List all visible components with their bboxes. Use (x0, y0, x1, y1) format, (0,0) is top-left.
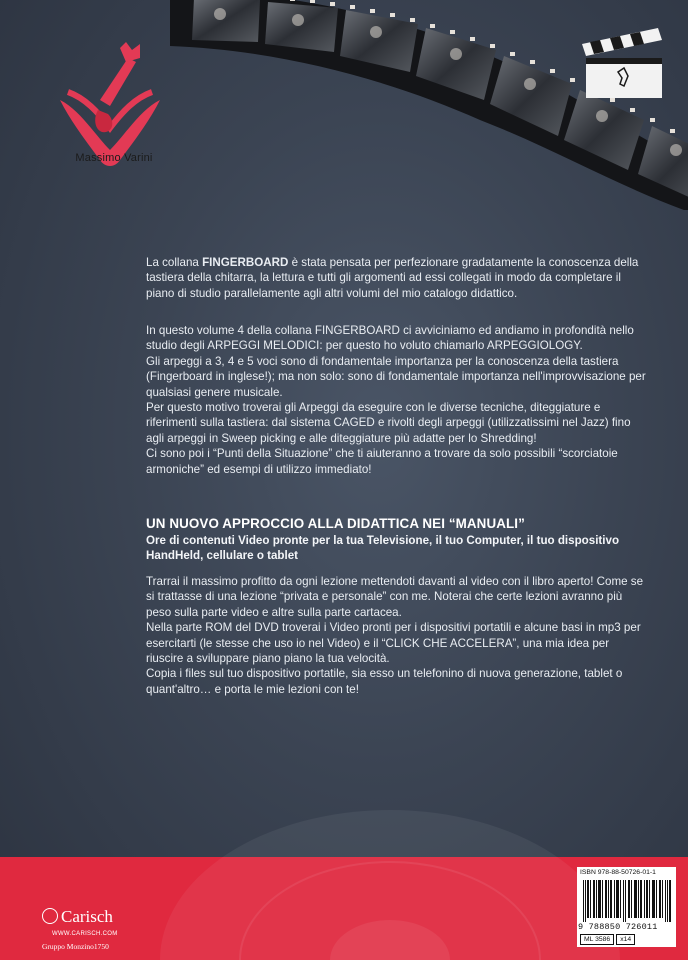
section-body (146, 574, 646, 697)
publisher-logo (42, 906, 113, 927)
publisher-url: WWW.CARISCH.COM (52, 931, 118, 937)
section-paragraph-3: Copia i files sul tuo dispositivo portatile, sia esso un telefonino di nuova generazione, tablet o quant'altro… e porta le mie lezioni con te! (146, 667, 623, 696)
intro-text-c: è stata pensata per perfezionare gradatamente la conoscenza della tastiera della chitarra, la lettura e tutti gli argomenti ad essi collegati in modo da completare il piano di studio parallelamente agli altri volumi del mio catalogo didattico. (146, 256, 639, 300)
barcode-image (583, 880, 671, 922)
volume-paragraph-2: Gli arpeggi a 3, 4 e 5 voci sono di fondamentale importanza per la conoscenza della tastiera (Fingerboard in inglese!); ma non solo: sono di fondamentale importanza nell'improvvisazione per qualsiasi genere musicale. (146, 354, 646, 399)
series-name: FINGERBOARD (202, 256, 289, 269)
artist-name: Massimo Varini (75, 152, 153, 164)
section-subheading: Ore di contenuti Video pronte per la tua Televisione, il tuo Computer, il tuo dispositivo HandHeld, cellulare o tablet (146, 534, 620, 562)
catalog-code: ML 3586 (580, 934, 614, 945)
price-code: x14 (616, 934, 635, 945)
clapperboard-icon (578, 22, 670, 102)
publisher-name: Carisch (61, 907, 113, 926)
volume-description (146, 323, 646, 477)
intro-text-a: La collana (146, 256, 203, 269)
publisher-emblem-icon (42, 908, 58, 924)
product-codes (580, 934, 635, 945)
barcode-number: 9 788850 726011 (578, 922, 658, 932)
dvd-disc-image (160, 700, 620, 960)
section-paragraph-2: Nella parte ROM del DVD troverai i Video pronti per i dispositivi portatili e alcune basi in mp3 per esercitarti (le stesse che uso io nel Video) e il “CLICK CHE ACCELERA”, una mia idea per riuscire a sviluppare piano piano la tua velocità. (146, 621, 641, 666)
intro-paragraph (146, 255, 646, 301)
volume-paragraph-3: Per questo motivo troverai gli Arpeggi da eseguire con le diverse tecniche, diteggiature e riferimenti sulla tastiera: dal sistema CAGED e rivolti degli arpeggi (utilizzatissimi nel Jazz) fino agli arpeggi in Sweep picking e alle diteggiature più adatte per lo Shredding! (146, 401, 631, 445)
section-heading: UN NUOVO APPROCCIO ALLA DIDATTICA NEI “MANUALI” (146, 516, 525, 531)
publisher-group: Gruppo Monzino1750 (42, 942, 109, 951)
isbn-barcode-box (577, 867, 676, 947)
artist-logo (40, 40, 180, 190)
isbn-label: ISBN 978-88-50726-01-1 (580, 869, 656, 876)
volume-paragraph-4: Ci sono poi i “Punti della Situazione” che ti aiuteranno a trovare da solo possibili “scorciatoie armoniche” ed esempi di utilizzo immediato! (146, 447, 618, 476)
section-paragraph-1: Trarrai il massimo profitto da ogni lezione mettendoti davanti al video con il libro aperto! Come se si trattasse di una lezione “privata e personale” con me. Noterai che certe lezioni avranno più peso sulla parte video e altre sulla parte cartacea. (146, 575, 644, 619)
volume-paragraph-1: In questo volume 4 della collana FINGERBOARD ci avviciniamo ed andiamo in profondità nello studio degli ARPEGGI MELODICI: per questo ho voluto chiamarlo ARPEGGIOLOGY. (146, 324, 634, 353)
